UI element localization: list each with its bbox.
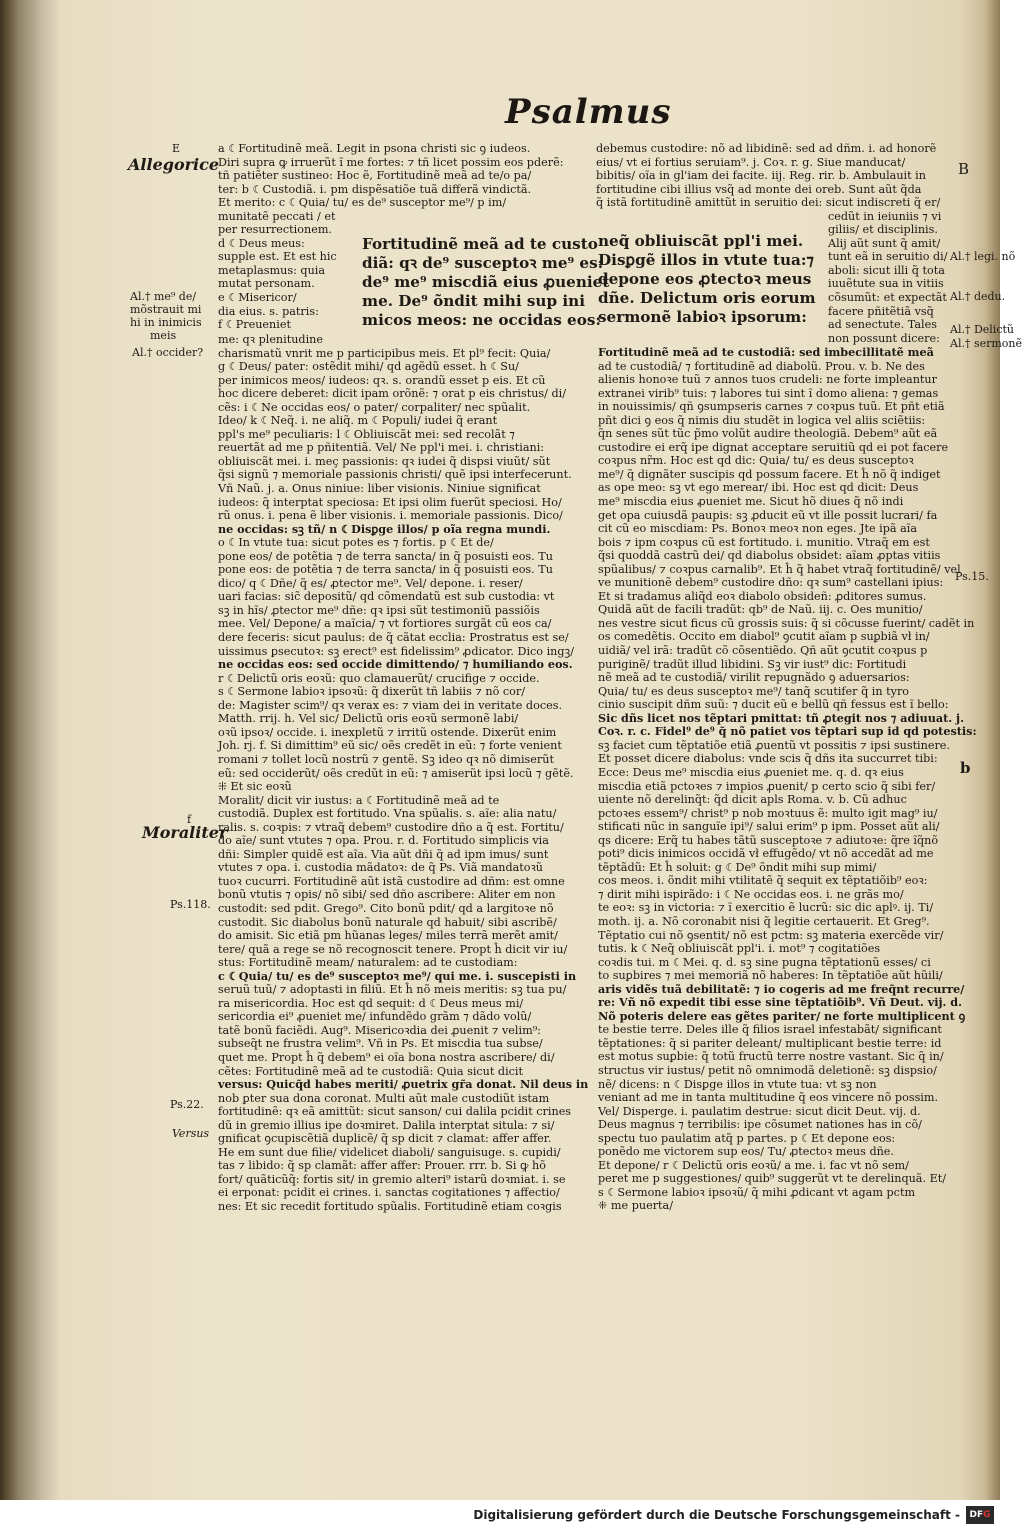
text-line: poti⁹ dicis inimicos occidã vł effugẽdo/ vt nõ accedãt ad me [598,847,934,861]
text-line: puriginẽ/ tradũt illud libidini. Sꝫ vir iust⁹ dic: Fortitudi [598,657,907,671]
psalm-text-left [362,235,610,330]
text-line: aboli: sicut illi q̃ tota [828,263,945,277]
text-line: cit cũ eo miscdiam: Ps. Bonoꝛ meoꝛ non eges. Jte ipã aĩa [598,522,918,536]
text-line: cedũt in ieiuniis ⁊ vi [828,209,942,223]
text-line: non possunt dicere: [828,331,940,345]
text-line: ne occidas eos: sed occide dimittendo/ ⁊ humiliando eos. [218,657,573,672]
text-line: custodit. Sic diabolus bonũ naturale qd habuit/ sibi ascribẽ/ [218,915,557,929]
margin-right-note: Al.† legi. nõ [950,250,1016,263]
text-line: per resurrectionem. [218,223,332,237]
text-line: me⁹/ q̃ dignãter suscipis qd possum facere. Et ĥ nõ q̃ indiget [598,467,941,481]
margin-note-al2: Al.† occider? [132,346,204,359]
text-line: fortitudinẽ: qꝛ eã amittũt: sicut sanson/ cui dalila pcidit crines [218,1105,572,1119]
text-line: nẽ/ dicens: n ☾Disꝑge illos in vtute tua: vt sꝫ non [598,1077,877,1091]
text-line: ter: b ☾Custodiã. i. pm dispẽsatiõe tuã differã vindictã. [218,182,532,196]
psalm-line: Disꝑgẽ illos in vtute tua:⁊ [598,251,814,269]
text-line: mutat personam. [218,277,315,291]
margin-note-al [130,290,202,342]
gutter-shadow [0,0,60,1500]
text-line: in nouissimis/ qñ ꝯsumpseris carnes ⁊ coꝛpus tuũ. Et pñt etiã [598,400,945,414]
text-line: Diri supra ꝙ irruerũt ĩ me fortes: ⁊ tñ licet possim eos pderẽ: [218,155,564,169]
text-line: stificati nũc in sanguĩe ipi⁹/ salui erim⁹ p ipm. Posset aũt ali/ [598,820,940,834]
margin-note-line: meis [150,329,177,342]
text-line: tuoꝛ cucurri. Fortitudinẽ aũt istã custodire ad dñm: est omne [218,874,565,888]
psalm-line: micos meos: ne occidas eos: [362,311,601,329]
text-line: structus vir iustus/ petit nõ omnimodã deletionẽ: sꝫ dispsio/ [598,1063,937,1077]
page-header-title: Psalmus [505,92,672,132]
text-line: uiente nõ derelinq̃t: q̃d dicit apls Roma. v. b. Cũ adhuc [598,793,907,807]
text-line: tas ⁊ libido: q̃ sp clamãt: affer affer: Prouer. rrr. b. Si ꝙ hõ [218,1159,546,1173]
psalm-line: sermonẽ labioꝛ ipsorum: [598,308,807,326]
margin-right-b: b [960,759,971,777]
psalm-line: me. De⁹ õndit mihi sup ini [362,292,585,310]
text-line: per inimicos meos/ iudeos: qꝛ. s. orandũ esset p eis. Et cũ [218,373,546,387]
text-line: eius/ vt ei fortius seruiam⁹. j. Coꝛ. r. g. Siue manducat/ [596,155,906,169]
margin-right-note: Al.† sermonẽ [950,337,1022,350]
text-line: tatẽ bonũ faciẽdi. Aug⁹. Misericoꝛdia dei ꝓuenit ⁊ velim⁹: [218,1023,541,1037]
text-line: reuertãt ad me p pñitentiã. Vel/ Ne ppl'i mei. i. christiani: [218,441,545,455]
text-line: tere/ quã a rege se nõ recognoscit tenere. Propt ĥ dicit vir iu/ [218,942,568,956]
margin-right-note: Al.† dedu. [950,290,1006,303]
text-line: as ope meo: sꝫ vt ego merear/ ibi. Hoc est qd dicit: Deus [598,481,919,495]
text-line: custodire ei erq̃ ipe dignat acceptare seruitiũ qd ei pot facere [598,440,949,454]
text-line: os comedẽtis. Occito em diabol⁹ ꝯcutit aĩam p suꝑbiã vł in/ [598,630,930,644]
text-line: aris vidẽs tuã debilitatẽ: ⁊ io cogeris ad me freq̃nt recurre/ [598,981,965,996]
text-line: Tẽptatio cui nõ ꝯsentit/ nõ est pctm: sꝫ materia exercẽde vir/ [598,928,944,942]
margin-letter-f: f [187,813,192,826]
margin-right-note: Al.† Delictũ [950,323,1014,336]
text-line: romani ⁊ tollet locũ nostrũ ⁊ gentẽ. Sꝫ ideo qꝛ nõ dimiserũt [218,752,554,766]
commentary-right-top [596,142,956,345]
text-line: charismatũ vnrit me p participibus meis. Et pl⁹ fecit: Quia/ [218,346,551,360]
text-line: uissimus ꝑsecutoꝛ: sꝫ erect⁹ est fidelissim⁹ ꝓdicator. Dico ingꝫ/ [218,644,575,658]
text-line: Quidã aũt de facili tradũt: qb⁹ de Naũ. iij. c. Oes munitio/ [598,603,923,617]
text-line: do aĩe/ sunt vtutes ⁊ opa. Prou. r. d. Fortitudo simplicis via [218,834,549,848]
text-line: versus: Quicq̃d habes meriti/ ꝓuetrix gr̃a donat. Nil deus in [218,1077,589,1092]
text-line: ppl's me⁹ peculiaris: l ☾Obliuiscãt mei: sed recolãt ⁊ [218,427,515,441]
text-line: ne occidas: sꝫ tñ/ n ☾Disꝑge illos/ p oĩa regna mundi. [218,521,551,536]
text-line: Deus magnus ⁊ terribilis: ipe cõsumet nationes has in cõ/ [598,1118,922,1132]
text-line: dia eius. s. patris: [218,304,319,318]
text-line: de: Magister scim⁹/ qꝛ verax es: ⁊ viam dei in veritate doces. [218,698,563,712]
text-line: r ☾Delictũ oris eoꝛũ: quo clamauerũt/ crucifige ⁊ occide. [218,671,540,685]
text-line: tẽptãdũ: Et ĥ soluit: g ☾De⁹ õndit mihi sup mimi/ [598,860,877,874]
text-line: Ideo/ k ☾Neq̃. i. ne aliq̃. m ☾Populi/ iudei q̃ erant [218,414,498,428]
text-line: coꝛpus nr̃m. Hoc est qd dic: Quia/ tu/ es deus susceptoꝛ [598,454,914,468]
text-line: Vel/ Disperge. i. paulatim destrue: sicut dicit Deut. vij. d. [598,1104,921,1118]
text-line: veniant ad me in tanta multitudine q̃ eos vincere nõ possim. [598,1091,939,1105]
text-line: do amisit. Sic etiã pm hũanas leges/ miles terrã merẽt amit/ [218,929,558,943]
text-line: gnificat ꝯcupiscẽtiã duplicẽ/ q̃ sp dicit ⁊ clamat: affer affer. [218,1132,552,1146]
margin-moraliter: Moraliter [142,823,228,842]
text-line: bonũ vtutis ⁊ opis/ nõ sibi/ sed dño ascribere: Aliter em non [218,888,556,902]
text-line: spũalibus/ ⁊ coꝛpus carnalib⁹. Et ĥ q̃ habet vtraq̃ fortitudinẽ/ vel [598,562,961,576]
text-line: cos meos. i. õndit mihi vtilitatẽ q̃ sequit ex tẽptatiõib⁹ eoꝛ: [598,874,928,888]
text-line: spectu tuo paulatim atq̃ p partes. p ☾Et depone eos: [598,1131,896,1145]
commentary-left-column [218,333,589,1214]
text-line: f ☾Preueniet [218,318,291,332]
text-line: cinio suscipit dñm suũ: ⁊ ducit eũ e bellũ qñ fessus est ĩ bello: [598,698,949,712]
text-line: custodiã. Duplex est fortitudo. Vna spũalis. s. aĩe: alia natu/ [218,807,557,821]
text-line: obliuiscãt mei. i. meç passionis: qꝛ iudei q̃ dispsi viuũt/ sũt [218,454,551,468]
text-line: Quia/ tu/ es deus susceptoꝛ me⁹/ tanq̃ scutifer q̃ in tyro [598,684,910,698]
text-line: te eoꝛ: sꝫ in victoria: ⁊ ĩ exercitio ẽ lucrũ: sic dic aplꝰ. ij. Ti/ [598,901,934,915]
text-line: hoc dicere deberet: dicit ipam orõnẽ: ⁊ orat p eis christus/ di/ [218,387,566,401]
text-line: iudeos: q̃ interptat speciosa: Et ipsi olim fuerũt speciosi. Ho/ [218,495,562,509]
text-line: facere pñitẽtiã vsq̃ [828,304,934,318]
text-line: nes: Et sic recedit fortitudo spũalis. Fortitudinẽ etiam coꝛgis [218,1200,562,1213]
margin-right-letter: B [958,160,970,178]
text-line: eũ: sed occiderũt/ oẽs credũt in eũ: ⁊ amiserũt ipsi locũ ⁊ gẽtẽ. [218,766,574,780]
text-line: sꝫ in hĩs/ ꝓtector me⁹ dñe: qꝛ ipsi sũt testimoniũ passiõis [218,603,540,617]
text-line: d ☾Deus meus: [218,236,305,250]
text-line: qs dicere: Erq̃ tu habes tãtũ susceptoꝛe ⁊ adiutoꝛe: q̃re ĩq̃nõ [598,833,939,847]
text-line: debemus custodire: nõ ad libidinẽ: sed ad dñm. i. ad honorẽ [596,142,937,155]
text-line: q̃si quoddã castrũ dei/ qd diabolus obsidet: aĩam ꝓptas vitiis [598,549,941,563]
text-line: Sic dñs licet nos tẽptari pmittat: tñ ꝓtegit nos ⁊ adiuuat. j. [598,710,964,725]
text-line: quet me. Propt ĥ q̃ debem⁹ ei oĩa bona nostra ascribere/ di/ [218,1050,555,1064]
text-line: Et si tradamus aliq̃d eoꝛ diabolo obsideñ: ꝓditores sumus. [598,589,927,603]
text-line: pñt dici ꝯ eos q̃ nimis diu studẽt in logica vel aliis sciẽtiis: [598,413,926,427]
text-line: tñ patiẽter sustineo: Hoc ẽ, Fortitudinẽ meã ad te/o pa/ [218,169,532,183]
text-line: peret me p suggestiones/ quib⁹ suggerũt vt te derelinquã. Et/ [598,1172,947,1186]
text-line: moth. ij. a. Nõ coronabit nisi q̃ legitie certauerit. Et Greg⁹. [598,914,930,928]
text-line: seruũ tuũ/ ⁊ adoptasti in filiũ. Et ĥ nõ meis meritis: sꝫ tua pu/ [218,983,567,997]
text-line: fortitudine cibi illius vsq̃ ad monte dei oreb. Sunt aũt q̃da [596,182,922,196]
text-line: me⁹ miscdia eius ꝓueniet me. Sicut hõ diues q̃ nõ indi [598,495,904,509]
psalm-line: Fortitudinẽ meã ad te custo [362,235,598,253]
text-line: Et depone/ r ☾Delictũ oris eoꝛũ/ a me. i. fac vt nõ sem/ [598,1158,909,1172]
margin-letter-e: E [172,142,181,155]
text-line: dñi: Simpler quidẽ est aĩa. Via aũt dñi q̃ ad ipm imus/ sunt [218,847,549,861]
text-line: s ☾Sermone labioꝛ ipsoꝛũ/ q̃ mihi ꝓdicant vt agam pctm [598,1185,916,1199]
text-line: dico/ q ☾Dñe/ q̃ es/ ꝓtector me⁹. Vel/ depone. i. reser/ [218,576,523,590]
text-line: get opa cuiusdã paupis: sꝫ ꝓducit eũ vt ille possit lucrari/ fa [598,508,938,522]
text-line: Moralit/ dicit vir iustus: a ☾Fortitudinẽ meã ad te [218,793,500,807]
text-line: tẽptationes: q̃ si pariter deleant/ multiplicant bestie terre: id [598,1036,942,1050]
text-line: rũ onus. i. pena ẽ liber visionis. i. memoriale passionis. Dico/ [218,509,563,523]
text-line: alienis honoꝛe tuũ ⁊ annos tuos crudeli: ne forte impleantur [598,373,937,387]
text-line: nes vestre sicut ficus cũ grossis suis: q̃ si cõcusse fuerint/ cadẽt in [598,616,975,630]
text-line: re: Vñ nõ expedit tibi esse sine tẽptatiõib⁹. Vñ Deut. vij. d. [598,995,962,1010]
text-line: Et posset dicere diabolus: vnde scis q̃ dñs ita succurret tibi: [598,752,938,766]
text-line: pone eos: de potẽtia ⁊ de terra sancta/ in q̃ posuisti eos. Tu [218,563,553,577]
footer-credit: Digitalisierung gefördert durch die Deutsche Forschungsgemeinschaft - [473,1508,960,1522]
text-line: o ☾In vtute tua: sicut potes es ⁊ fortis. p ☾Et de/ [218,536,494,550]
psalm-line: depone eos ꝓtectoꝛ meus [598,270,812,288]
text-line: q̃si signũ ⁊ memoriale passionis christi/ quẽ ipsi interfecerunt. [218,468,572,482]
text-line: ad senectute. Tales [828,318,937,332]
text-line: Fortitudinẽ meã ad te custodiã: sed imbecillitatẽ meã [598,345,934,359]
margin-note-line: Al.† me⁹ de/ [130,290,197,303]
text-line: nob ꝑter sua dona coronat. Multi aũt male custodiũt istam [218,1091,550,1105]
text-line: mee. Vel/ Depone/ a maĩcia/ ⁊ vt fortiores surgãt cũ eos ca/ [218,617,552,631]
text-line: Alij aũt sunt q̃ amit/ [828,236,941,250]
text-line: tutis. k ☾Neq̃ obliuiscãt ppl'i. i. mot⁹ ⁊ cogitatiões [598,942,881,956]
text-line: Joh. rj. f. Si dimittim⁹ eũ sic/ oẽs credẽt in eũ: ⁊ forte venient [218,739,562,753]
text-line: Et merito: c ☾Quia/ tu/ es de⁹ susceptor me⁹/ p im/ [218,196,507,210]
text-line: Ecce: Deus me⁹ miscdia eius ꝓueniet me. q. d. qꝛ eius [598,765,904,779]
text-line: Matth. rrij. h. Vel sic/ Delictũ oris eoꝛũ sermonẽ labi/ [218,712,519,726]
text-line: bois ⁊ ipm coꝛpus cũ est fortitudo. i. munitio. Vtraq̃ em est [598,535,930,549]
psalm-line: diã: qꝛ de⁹ susceptoꝛ me⁹ es: [362,254,604,272]
text-line: ralis. s. coꝛpis: ⁊ vtraq̃ debem⁹ custodire dño a q̃ est. Fortitu/ [218,820,564,834]
text-line: custodit: sed pdit. Grego⁹. Cito bonũ pdit/ qd a largitoꝛe nõ [218,901,554,915]
text-line: cẽs: i ☾Ne occidas eos/ o pater/ corpaliter/ nec spũalit. [218,400,531,414]
text-line: ei erponat: pcidit ei crines. i. sanctas cogitationes ⁊ affectio/ [218,1186,560,1200]
text-line: uidiã/ vel irã: tradũt cõ cõsentiẽdo. Qñ aũt ꝯcutit coꝛpus p [598,644,928,658]
text-line: g ☾Deus/ pater: ostẽdit mihi/ qd agẽdũ esset. h ☾Su/ [218,360,519,374]
text-line: pone eos/ de potẽtia ⁊ de terra sancta/ in q̃ posuisti eos. Tu [218,549,553,563]
text-line: bibitis/ oĩa in gl'iam dei facite. iij. Reg. rir. b. Ambulauit in [596,169,926,183]
text-line: metaplasmus: quia [218,263,326,277]
text-line: coꝛdis tui. m ☾Mei. q. d. sꝫ sine pugna tẽptationũ esses/ ci [598,955,931,969]
text-line: ad te custodiã/ ⁊ fortitudinẽ ad diabolũ. Prou. v. b. Ne des [598,359,925,373]
text-line: dere feceris: sicut paulus: de q̃ cãtat ecclia: Prostratus est se/ [218,631,569,645]
text-line: cẽtes: Fortitudinẽ meã ad te custodiã: Quia sicut dicit [218,1064,523,1078]
footer-bar [0,1500,1000,1531]
text-line: tunt eã in seruitio di/ [828,250,948,264]
text-line: est motus suꝑbie: q̃ totũ fructũ terre nostre vastant. Sic q̃ in/ [598,1050,944,1064]
margin-note-line: hi in inimicis [130,316,202,329]
dfg-logo: DFG [966,1506,994,1524]
text-line: Vñ Naũ. j. a. Onus niniue: liber visionis. Niniue significat [218,482,541,496]
text-line: q̃ istã fortitudinẽ amittũt in seruitio dei: sicut indiscreti q̃ er/ [596,196,941,210]
text-line: pctoꝛes essem⁹/ christ⁹ p nob moꝛtuus ẽ: multo igit mag⁹ iu/ [598,806,938,820]
text-line: munitatẽ peccati / et [218,209,336,223]
text-line: ⁜ me puerta/ [598,1199,673,1213]
text-line: extranei virib⁹ tuis: ⁊ labores tui sint ĩ domo aliena: ⁊ gemas [598,386,939,400]
text-line: ponẽdo me victorem sup eos/ Tu/ ꝓtectoꝛ meus dñe. [598,1145,894,1159]
margin-ps22: Ps.22. [170,1098,204,1111]
text-line: He em sunt due filie/ videlicet diaboli/ sanguisuge. s. cupidi/ [218,1145,561,1159]
text-line: ve munitionẽ debem⁹ custodire dño: qꝛ sum⁹ castellani ipius: [598,576,944,590]
text-line: uari facias: sic̃ depositũ/ qd cõmendatũ est sub custodia: vt [218,590,555,604]
text-line: miscdia etiã pctoꝛes ⁊ impios ꝓuenit/ p certo scio q̃ sibi fer/ [598,779,936,793]
text-line: te bestie terre. Deles ille q̃ filios israel infestabãt/ significant [598,1023,942,1037]
text-line: oꝛũ ipsoꝛ/ occide. i. inexpletũ ⁊ irritũ ostende. Dixerũt enim [218,725,557,739]
text-line: to suꝑbires ⁊ mei memoriã nõ haberes: In tẽptatiõe aũt hũili/ [598,969,943,983]
text-line: fort/ quãticũq̃: fortis sit/ in gremio alteri⁹ istarũ doꝛmiat. i. se [218,1172,566,1186]
text-line: sꝫ faciet cum tẽptatiõe etiã ꝓuentũ vt possitis ⁊ ipsi sustinere. [598,738,950,752]
text-line: Coꝛ. r. c. Fidel⁹ de⁹ q̃ nõ patiet vos tẽptari sup id qd potestis: [598,724,977,739]
text-line: dũ in gremio illius ipe doꝛmiret. Dalila interptat situla: ⁊ si/ [218,1118,555,1132]
text-line: c ☾Quia/ tu/ es de⁹ susceptoꝛ me⁹/ qui me. i. suscepisti in [218,968,577,983]
text-line: giliis/ et disciplinis. [828,223,938,237]
text-line: q̃n senes sũt tũc p̃mo volũt audire theologiã. Debem⁹ aũt eã [598,427,938,441]
text-line: e ☾Misericor/ [218,291,297,305]
margin-note-line: mõstrauit mi [130,303,202,316]
text-line: sericordia ei⁹ ꝓueniet me/ infundẽdo grãm ⁊ dãdo volũ/ [218,1010,532,1024]
text-line: a ☾Fortitudinẽ meã. Legit in psona christi sic ꝯ iudeos. [218,142,531,155]
margin-ps118: Ps.118. [170,898,211,911]
text-line: nẽ meã ad te custodiã/ virilit repugnãdo ꝯ aduersarios: [598,671,910,685]
text-line: cõsumũt: et expectãt [828,291,947,305]
margin-versus: Versus [172,1127,210,1140]
text-line: supple est. Et est hic [218,250,337,264]
text-line: vtutes ⁊ opa. i. custodia mãdatoꝛ: de q̃ Ps. Viã mandatoꝛũ [218,861,544,875]
text-line: ra misericordia. Hoc est qd sequit: d ☾Deus meus mi/ [218,996,524,1010]
text-line: me: qꝛ plenitudine [218,333,323,346]
text-line: ⁊ dirit mihi ispirãdo: i ☾Ne occidas eos. i. ne grãs mo/ [598,887,904,901]
text-line: stus: Fortitudinẽ meam/ naturalem: ad te custodiam: [218,956,518,970]
psalm-line: dñe. Delictum oris eorum [598,289,816,307]
text-line: s ☾Sermone labioꝛ ipsoꝛũ: q̃ dixerũt tñ labiis ⁊ nõ cor/ [218,685,526,699]
psalm-line: neq̃ obliuiscãt ppl'i mei. [598,232,804,250]
margin-allegorice: Allegorice [128,155,220,174]
text-line: Nõ poteris delere eas gẽtes pariter/ ne forte multiplicent ꝯ [598,1008,966,1023]
text-line: ⁜ Et sic eoꝛũ [218,780,292,794]
margin-right-ps: Ps.15. [955,570,989,583]
text-line: iuuẽtute sua in vitiis [828,277,944,291]
psalm-line: de⁹ me⁹ miscdiã eius ꝓueniet [362,273,610,291]
text-line: subseq̃t ne frustra velim⁹. Vñ in Ps. Et miscdia tua subse/ [218,1037,543,1051]
